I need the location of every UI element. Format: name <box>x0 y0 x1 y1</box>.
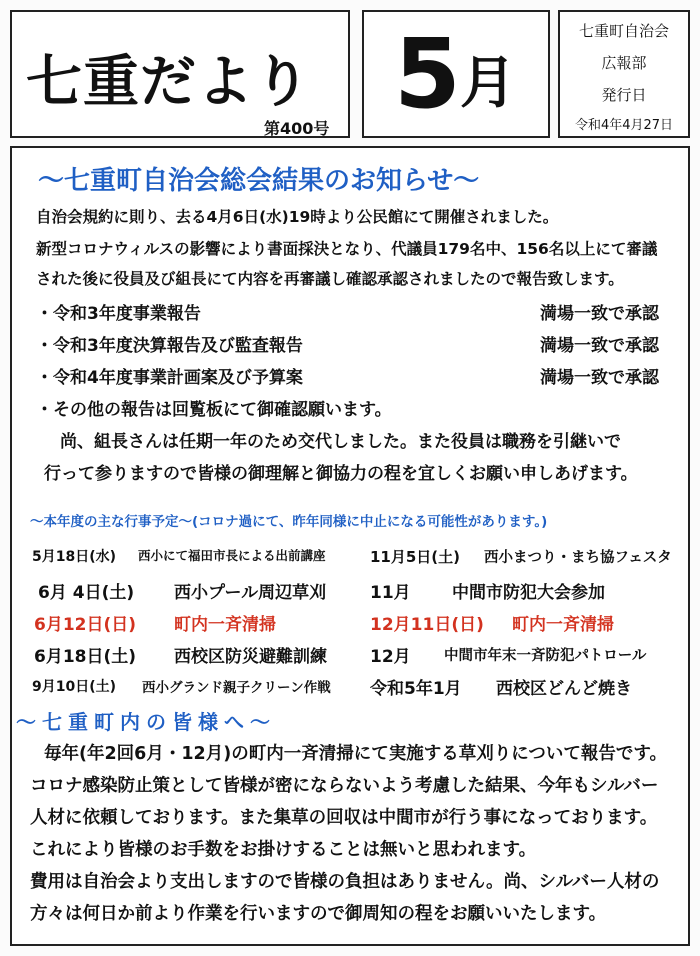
notice-intro-2: 新型コロナウィルスの影響により書面採決となり、代議員179名中、156名以上にて審議 <box>36 240 658 258</box>
event-name-left: 西小プール周辺草刈 <box>174 583 327 603</box>
residents-line: コロナ感染防止策として皆様が密にならないよう考慮した結果、今年もシルバー <box>30 776 659 796</box>
result-item: ・令和4年度事業計画案及び予算案 <box>36 368 303 388</box>
event-name-right-highlight: 町内一斉清掃 <box>512 615 614 635</box>
event-date-right: 12月 <box>370 647 411 667</box>
publisher-dept: 広報部 <box>601 54 647 72</box>
event-date-left: 9月10日(土) <box>32 679 117 695</box>
publish-date: 令和4年4月27日 <box>574 118 674 133</box>
result-item: ・令和3年度事業報告 <box>36 304 201 324</box>
notice-closing-2: 行って参りますので皆様の御理解と御協力の程を宜しくお願い申しあげます。 <box>44 464 638 484</box>
publisher-label: 発行日 <box>601 86 647 104</box>
event-name-right: 西校区どんど焼き <box>496 679 632 699</box>
events-header: ～本年度の主な行事予定～(コロナ過にて、昨年同様に中止になる可能性があります。) <box>30 514 548 530</box>
notice-intro-1: 自治会規約に則り、去る4月6日(水)19時より公民館にて開催されました。 <box>36 208 559 226</box>
event-name-left: 西小グランド親子クリーン作戦 <box>142 680 331 696</box>
publisher-name: 七重町自治会 <box>578 22 669 40</box>
event-date-left: 6月18日(土) <box>34 647 137 667</box>
month-kanji: 月 <box>460 51 516 116</box>
residents-line: 方々は何日か前より作業を行いますので御周知の程をお願いいたします。 <box>30 904 607 924</box>
event-date-right: 11月5日(土) <box>370 548 461 566</box>
event-date-right-highlight: 12月11日(日) <box>370 615 484 635</box>
event-date-left: 5月18日(水) <box>32 549 117 565</box>
month-box <box>362 10 550 138</box>
residents-header: ～七重町内の皆様へ～ <box>16 710 276 734</box>
result-value: 満場一致で承認 <box>540 336 659 356</box>
publisher-box <box>558 10 690 138</box>
event-name-right: 中間市防犯大会参加 <box>452 583 605 603</box>
notice-intro-3: された後に役員及び組長にて内容を再審議し確認承認されましたので報告致します。 <box>36 270 624 288</box>
result-value: 満場一致で承認 <box>540 368 659 388</box>
notice-headline: ～七重町自治会総会結果のお知らせ～ <box>38 166 480 196</box>
result-value: 満場一致で承認 <box>540 304 659 324</box>
issue-number: 第400号 <box>264 119 330 138</box>
notice-other: ・その他の報告は回覧板にて御確認願います。 <box>36 400 392 420</box>
event-date-right: 11月 <box>370 583 411 603</box>
residents-line: 毎年(年2回6月・12月)の町内一斉清掃にて実施する草刈りについて報告です。 <box>44 744 667 764</box>
newsletter-title: 七重だより <box>26 50 311 115</box>
month-number: 5 <box>394 18 461 130</box>
event-name-left: 西小にて福田市長による出前講座 <box>138 548 326 563</box>
event-name-left-highlight: 町内一斉清掃 <box>174 615 276 635</box>
residents-line: 人材に依頼しております。また集草の回収は中間市が行う事になっております。 <box>30 808 658 828</box>
masthead-title-box <box>10 10 350 138</box>
residents-line: 費用は自治会より支出しますので皆様の負担はありません。尚、シルバー人材の <box>30 872 660 892</box>
result-item: ・令和3年度決算報告及び監査報告 <box>36 336 303 356</box>
event-name-right: 中間市年末一斉防犯パトロール <box>444 648 647 664</box>
event-date-left: 6月 4日(土) <box>38 583 135 603</box>
event-date-left-highlight: 6月12日(日) <box>34 615 137 635</box>
event-name-left: 西校区防災避難訓練 <box>174 647 327 667</box>
residents-line: これにより皆様のお手数をお掛けすることは無いと思われます。 <box>30 840 537 860</box>
notice-closing-1: 尚、組長さんは任期一年のため交代しました。また役員は職務を引継いで <box>60 432 621 452</box>
event-name-right: 西小まつり・まち協フェスタ <box>484 550 672 566</box>
event-date-right: 令和5年1月 <box>370 679 462 699</box>
